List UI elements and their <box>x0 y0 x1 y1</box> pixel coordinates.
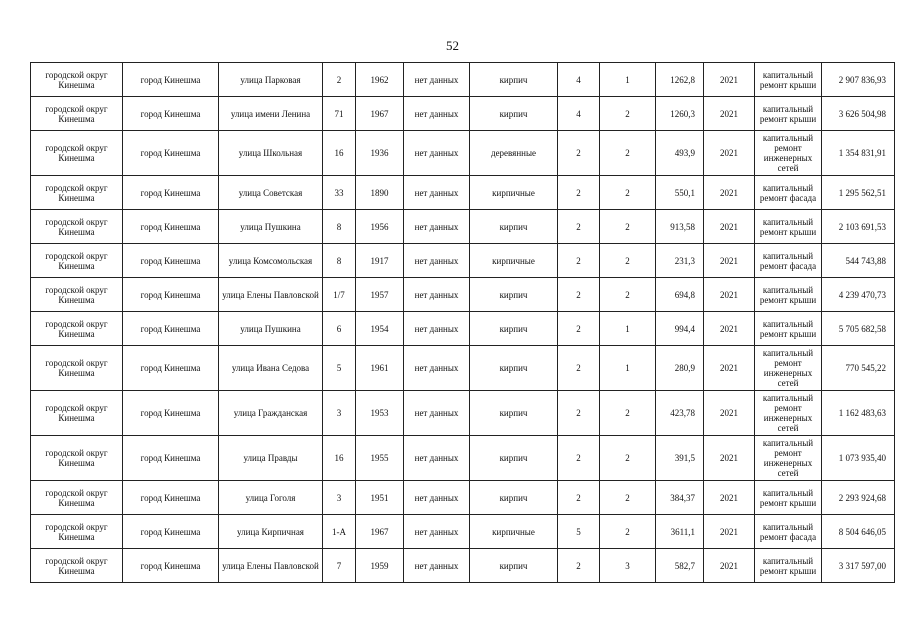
street-cell: улица Елены Павловской <box>219 549 323 583</box>
work-type-cell: капитальный ремонт инженерных сетей <box>755 346 822 391</box>
house-number-cell: 8 <box>323 210 356 244</box>
district-cell: городской округ Кинешма <box>31 391 123 436</box>
entrances-cell: 2 <box>600 131 656 176</box>
entrances-cell: 3 <box>600 549 656 583</box>
floors-cell: 2 <box>558 391 600 436</box>
info-cell: нет данных <box>404 436 470 481</box>
table-body <box>31 63 895 583</box>
floors-cell: 2 <box>558 210 600 244</box>
street-cell: улица Комсомольская <box>219 244 323 278</box>
work-type-cell: капитальный ремонт фасада <box>755 515 822 549</box>
city-cell: город Кинешма <box>123 131 219 176</box>
street-cell: улица Советская <box>219 176 323 210</box>
house-number-cell: 3 <box>323 391 356 436</box>
work-type-cell: капитальный ремонт инженерных сетей <box>755 131 822 176</box>
plan-year-cell: 2021 <box>704 244 755 278</box>
floors-cell: 2 <box>558 278 600 312</box>
floors-cell: 2 <box>558 346 600 391</box>
info-cell: нет данных <box>404 391 470 436</box>
district-cell: городской округ Кинешма <box>31 481 123 515</box>
area-cell: 423,78 <box>656 391 704 436</box>
area-cell: 994,4 <box>656 312 704 346</box>
table-row <box>31 244 895 278</box>
house-number-cell: 1-А <box>323 515 356 549</box>
wall-material-cell: кирпичные <box>470 515 558 549</box>
plan-year-cell: 2021 <box>704 176 755 210</box>
table-row <box>31 176 895 210</box>
city-cell: город Кинешма <box>123 312 219 346</box>
cost-cell: 2 907 836,93 <box>822 63 895 97</box>
area-cell: 3611,1 <box>656 515 704 549</box>
cost-cell: 8 504 646,05 <box>822 515 895 549</box>
district-cell: городской округ Кинешма <box>31 97 123 131</box>
wall-material-cell: кирпичные <box>470 244 558 278</box>
street-cell: улица Кирпичная <box>219 515 323 549</box>
build-year-cell: 1954 <box>356 312 404 346</box>
floors-cell: 2 <box>558 436 600 481</box>
cost-cell: 2 293 924,68 <box>822 481 895 515</box>
district-cell: городской округ Кинешма <box>31 63 123 97</box>
floors-cell: 4 <box>558 63 600 97</box>
area-cell: 694,8 <box>656 278 704 312</box>
build-year-cell: 1959 <box>356 549 404 583</box>
table-row <box>31 312 895 346</box>
info-cell: нет данных <box>404 312 470 346</box>
city-cell: город Кинешма <box>123 97 219 131</box>
work-type-cell: капитальный ремонт крыши <box>755 97 822 131</box>
info-cell: нет данных <box>404 176 470 210</box>
work-type-cell: капитальный ремонт крыши <box>755 63 822 97</box>
housing-repair-table <box>30 62 895 583</box>
street-cell: улица Парковая <box>219 63 323 97</box>
wall-material-cell: кирпич <box>470 97 558 131</box>
area-cell: 1260,3 <box>656 97 704 131</box>
table-row <box>31 278 895 312</box>
area-cell: 391,5 <box>656 436 704 481</box>
plan-year-cell: 2021 <box>704 515 755 549</box>
table-row <box>31 97 895 131</box>
cost-cell: 1 295 562,51 <box>822 176 895 210</box>
city-cell: город Кинешма <box>123 278 219 312</box>
entrances-cell: 1 <box>600 312 656 346</box>
build-year-cell: 1951 <box>356 481 404 515</box>
wall-material-cell: кирпич <box>470 346 558 391</box>
info-cell: нет данных <box>404 210 470 244</box>
house-number-cell: 8 <box>323 244 356 278</box>
house-number-cell: 5 <box>323 346 356 391</box>
street-cell: улица Гражданская <box>219 391 323 436</box>
plan-year-cell: 2021 <box>704 97 755 131</box>
build-year-cell: 1967 <box>356 515 404 549</box>
work-type-cell: капитальный ремонт крыши <box>755 481 822 515</box>
info-cell: нет данных <box>404 63 470 97</box>
area-cell: 231,3 <box>656 244 704 278</box>
floors-cell: 2 <box>558 131 600 176</box>
info-cell: нет данных <box>404 549 470 583</box>
cost-cell: 770 545,22 <box>822 346 895 391</box>
house-number-cell: 71 <box>323 97 356 131</box>
area-cell: 1262,8 <box>656 63 704 97</box>
city-cell: город Кинешма <box>123 549 219 583</box>
entrances-cell: 2 <box>600 176 656 210</box>
entrances-cell: 2 <box>600 210 656 244</box>
wall-material-cell: кирпич <box>470 391 558 436</box>
work-type-cell: капитальный ремонт крыши <box>755 312 822 346</box>
build-year-cell: 1957 <box>356 278 404 312</box>
info-cell: нет данных <box>404 278 470 312</box>
house-number-cell: 16 <box>323 131 356 176</box>
plan-year-cell: 2021 <box>704 549 755 583</box>
plan-year-cell: 2021 <box>704 278 755 312</box>
info-cell: нет данных <box>404 244 470 278</box>
house-number-cell: 2 <box>323 63 356 97</box>
entrances-cell: 2 <box>600 97 656 131</box>
wall-material-cell: кирпичные <box>470 176 558 210</box>
plan-year-cell: 2021 <box>704 63 755 97</box>
city-cell: город Кинешма <box>123 176 219 210</box>
work-type-cell: капитальный ремонт крыши <box>755 278 822 312</box>
house-number-cell: 33 <box>323 176 356 210</box>
build-year-cell: 1917 <box>356 244 404 278</box>
build-year-cell: 1936 <box>356 131 404 176</box>
table-row <box>31 515 895 549</box>
info-cell: нет данных <box>404 481 470 515</box>
build-year-cell: 1955 <box>356 436 404 481</box>
district-cell: городской округ Кинешма <box>31 131 123 176</box>
district-cell: городской округ Кинешма <box>31 312 123 346</box>
floors-cell: 2 <box>558 549 600 583</box>
work-type-cell: капитальный ремонт крыши <box>755 210 822 244</box>
city-cell: город Кинешма <box>123 436 219 481</box>
floors-cell: 5 <box>558 515 600 549</box>
city-cell: город Кинешма <box>123 481 219 515</box>
plan-year-cell: 2021 <box>704 436 755 481</box>
build-year-cell: 1961 <box>356 346 404 391</box>
table-row <box>31 391 895 436</box>
work-type-cell: капитальный ремонт крыши <box>755 549 822 583</box>
table-row <box>31 549 895 583</box>
wall-material-cell: кирпич <box>470 549 558 583</box>
floors-cell: 2 <box>558 481 600 515</box>
city-cell: город Кинешма <box>123 63 219 97</box>
info-cell: нет данных <box>404 346 470 391</box>
wall-material-cell: кирпич <box>470 312 558 346</box>
district-cell: городской округ Кинешма <box>31 278 123 312</box>
plan-year-cell: 2021 <box>704 346 755 391</box>
street-cell: улица Правды <box>219 436 323 481</box>
entrances-cell: 1 <box>600 346 656 391</box>
area-cell: 493,9 <box>656 131 704 176</box>
work-type-cell: капитальный ремонт инженерных сетей <box>755 436 822 481</box>
district-cell: городской округ Кинешма <box>31 346 123 391</box>
cost-cell: 3 626 504,98 <box>822 97 895 131</box>
district-cell: городской округ Кинешма <box>31 244 123 278</box>
district-cell: городской округ Кинешма <box>31 515 123 549</box>
wall-material-cell: кирпич <box>470 436 558 481</box>
street-cell: улица Гоголя <box>219 481 323 515</box>
work-type-cell: капитальный ремонт инженерных сетей <box>755 391 822 436</box>
plan-year-cell: 2021 <box>704 391 755 436</box>
table-row <box>31 481 895 515</box>
city-cell: город Кинешма <box>123 210 219 244</box>
build-year-cell: 1953 <box>356 391 404 436</box>
city-cell: город Кинешма <box>123 515 219 549</box>
table-row <box>31 210 895 244</box>
cost-cell: 5 705 682,58 <box>822 312 895 346</box>
area-cell: 280,9 <box>656 346 704 391</box>
area-cell: 582,7 <box>656 549 704 583</box>
build-year-cell: 1956 <box>356 210 404 244</box>
floors-cell: 2 <box>558 312 600 346</box>
info-cell: нет данных <box>404 97 470 131</box>
house-number-cell: 3 <box>323 481 356 515</box>
info-cell: нет данных <box>404 515 470 549</box>
district-cell: городской округ Кинешма <box>31 549 123 583</box>
district-cell: городской округ Кинешма <box>31 176 123 210</box>
info-cell: нет данных <box>404 131 470 176</box>
street-cell: улица Ивана Седова <box>219 346 323 391</box>
work-type-cell: капитальный ремонт фасада <box>755 244 822 278</box>
table-row <box>31 346 895 391</box>
page-number: 52 <box>446 38 459 53</box>
entrances-cell: 1 <box>600 63 656 97</box>
cost-cell: 3 317 597,00 <box>822 549 895 583</box>
plan-year-cell: 2021 <box>704 312 755 346</box>
table-row <box>31 131 895 176</box>
build-year-cell: 1962 <box>356 63 404 97</box>
street-cell: улица Пушкина <box>219 312 323 346</box>
house-number-cell: 1/7 <box>323 278 356 312</box>
street-cell: улица Елены Павловской <box>219 278 323 312</box>
entrances-cell: 2 <box>600 391 656 436</box>
house-number-cell: 16 <box>323 436 356 481</box>
area-cell: 384,37 <box>656 481 704 515</box>
build-year-cell: 1967 <box>356 97 404 131</box>
floors-cell: 2 <box>558 244 600 278</box>
cost-cell: 1 073 935,40 <box>822 436 895 481</box>
city-cell: город Кинешма <box>123 244 219 278</box>
cost-cell: 1 162 483,63 <box>822 391 895 436</box>
plan-year-cell: 2021 <box>704 131 755 176</box>
entrances-cell: 2 <box>600 515 656 549</box>
entrances-cell: 2 <box>600 244 656 278</box>
table-row <box>31 63 895 97</box>
cost-cell: 4 239 470,73 <box>822 278 895 312</box>
floors-cell: 4 <box>558 97 600 131</box>
wall-material-cell: кирпич <box>470 481 558 515</box>
area-cell: 550,1 <box>656 176 704 210</box>
area-cell: 913,58 <box>656 210 704 244</box>
floors-cell: 2 <box>558 176 600 210</box>
street-cell: улица Школьная <box>219 131 323 176</box>
house-number-cell: 6 <box>323 312 356 346</box>
street-cell: улица имени Ленина <box>219 97 323 131</box>
city-cell: город Кинешма <box>123 346 219 391</box>
work-type-cell: капитальный ремонт фасада <box>755 176 822 210</box>
build-year-cell: 1890 <box>356 176 404 210</box>
entrances-cell: 2 <box>600 481 656 515</box>
cost-cell: 544 743,88 <box>822 244 895 278</box>
plan-year-cell: 2021 <box>704 481 755 515</box>
district-cell: городской округ Кинешма <box>31 436 123 481</box>
wall-material-cell: кирпич <box>470 63 558 97</box>
plan-year-cell: 2021 <box>704 210 755 244</box>
cost-cell: 1 354 831,91 <box>822 131 895 176</box>
entrances-cell: 2 <box>600 436 656 481</box>
district-cell: городской округ Кинешма <box>31 210 123 244</box>
house-number-cell: 7 <box>323 549 356 583</box>
cost-cell: 2 103 691,53 <box>822 210 895 244</box>
wall-material-cell: кирпич <box>470 210 558 244</box>
wall-material-cell: деревянные <box>470 131 558 176</box>
street-cell: улица Пушкина <box>219 210 323 244</box>
city-cell: город Кинешма <box>123 391 219 436</box>
wall-material-cell: кирпич <box>470 278 558 312</box>
entrances-cell: 2 <box>600 278 656 312</box>
table-row <box>31 436 895 481</box>
